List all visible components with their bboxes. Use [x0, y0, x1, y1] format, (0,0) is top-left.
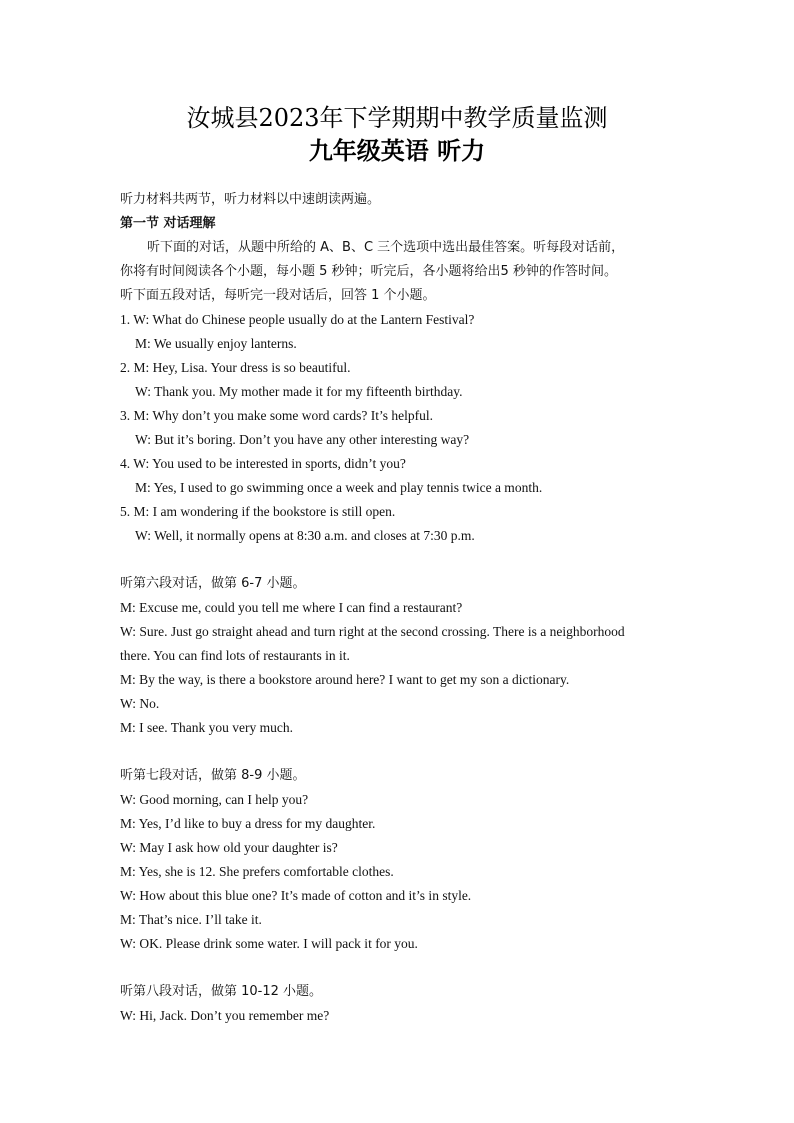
dialogue7-line: M: That’s nice. I’ll take it. — [120, 912, 262, 927]
dialogue6-line: M: By the way, is there a bookstore around here? I want to get my son a dictionary. — [120, 672, 570, 687]
dialogue-reply: M: Yes, I used to go swimming once a week and play tennis twice a month. — [135, 480, 543, 495]
dialogue-reply: W: Well, it normally opens at 8:30 a.m. and closes at 7:30 p.m. — [135, 528, 475, 543]
dialogue6-line: W: Sure. Just go straight ahead and turn right at the second crossing. There is a neighborhood — [120, 624, 625, 639]
dialogue-reply: M: We usually enjoy lanterns. — [135, 336, 297, 351]
dialogue-line: 4. W: You used to be interested in sports, didn’t you? — [120, 456, 406, 471]
dialogue7-line: W: May I ask how old your daughter is? — [120, 840, 338, 855]
dialogue8-line: W: Hi, Jack. Don’t you remember me? — [120, 1008, 330, 1023]
dialogue6-line: W: No. — [120, 696, 160, 711]
dialogue7-heading: 听第七段对话，做第 8-9 小题。 — [120, 768, 306, 783]
instruction-line: 听下面五段对话，每听完一段对话后，回答 1 个小题。 — [120, 288, 436, 303]
section-title: 第一节 对话理解 — [120, 216, 216, 231]
instruction-line: 你将有时间阅读各个小题，每小题 5 秒钟；听完后，各小题将给出5 秒钟的作答时间。 — [120, 264, 617, 279]
dialogue-line: 5. M: I am wondering if the bookstore is still open. — [120, 504, 396, 519]
listening-transcript — [120, 188, 680, 1028]
listening-notice: 听力材料共两节，听力材料以中速朗读两遍。 — [120, 192, 381, 207]
dialogue7-line: W: OK. Please drink some water. I will pack it for you. — [120, 936, 418, 951]
dialogue-line: 1. W: What do Chinese people usually do at the Lantern Festival? — [120, 312, 475, 327]
dialogue6-heading: 听第六段对话，做第 6-7 小题。 — [120, 576, 306, 591]
instruction-line: 听下面的对话，从题中所给的 A、B、C 三个选项中选出最佳答案。听每段对话前， — [147, 240, 625, 255]
dialogue6-line: M: Excuse me, could you tell me where I can find a restaurant? — [120, 600, 463, 615]
exam-title: 汝城县2023年下学期期中教学质量监测 — [186, 104, 608, 132]
dialogue-reply: W: Thank you. My mother made it for my fifteenth birthday. — [135, 384, 463, 399]
dialogue6-line: M: I see. Thank you very much. — [120, 720, 293, 735]
dialogue7-line: M: Yes, she is 12. She prefers comfortable clothes. — [120, 864, 394, 879]
dialogue6-line: there. You can find lots of restaurants in it. — [120, 648, 350, 663]
dialogue7-line: W: How about this blue one? It’s made of cotton and it’s in style. — [120, 888, 472, 903]
dialogue-reply: W: But it’s boring. Don’t you have any other interesting way? — [135, 432, 470, 447]
dialogue-line: 2. M: Hey, Lisa. Your dress is so beautiful. — [120, 360, 351, 375]
dialogue7-line: M: Yes, I’d like to buy a dress for my daughter. — [120, 816, 376, 831]
dialogue7-line: W: Good morning, can I help you? — [120, 792, 309, 807]
exam-subtitle: 九年级英语 听力 — [308, 136, 486, 165]
dialogue-line: 3. M: Why don’t you make some word cards? It’s helpful. — [120, 408, 433, 423]
dialogue8-heading: 听第八段对话，做第 10-12 小题。 — [120, 984, 323, 999]
